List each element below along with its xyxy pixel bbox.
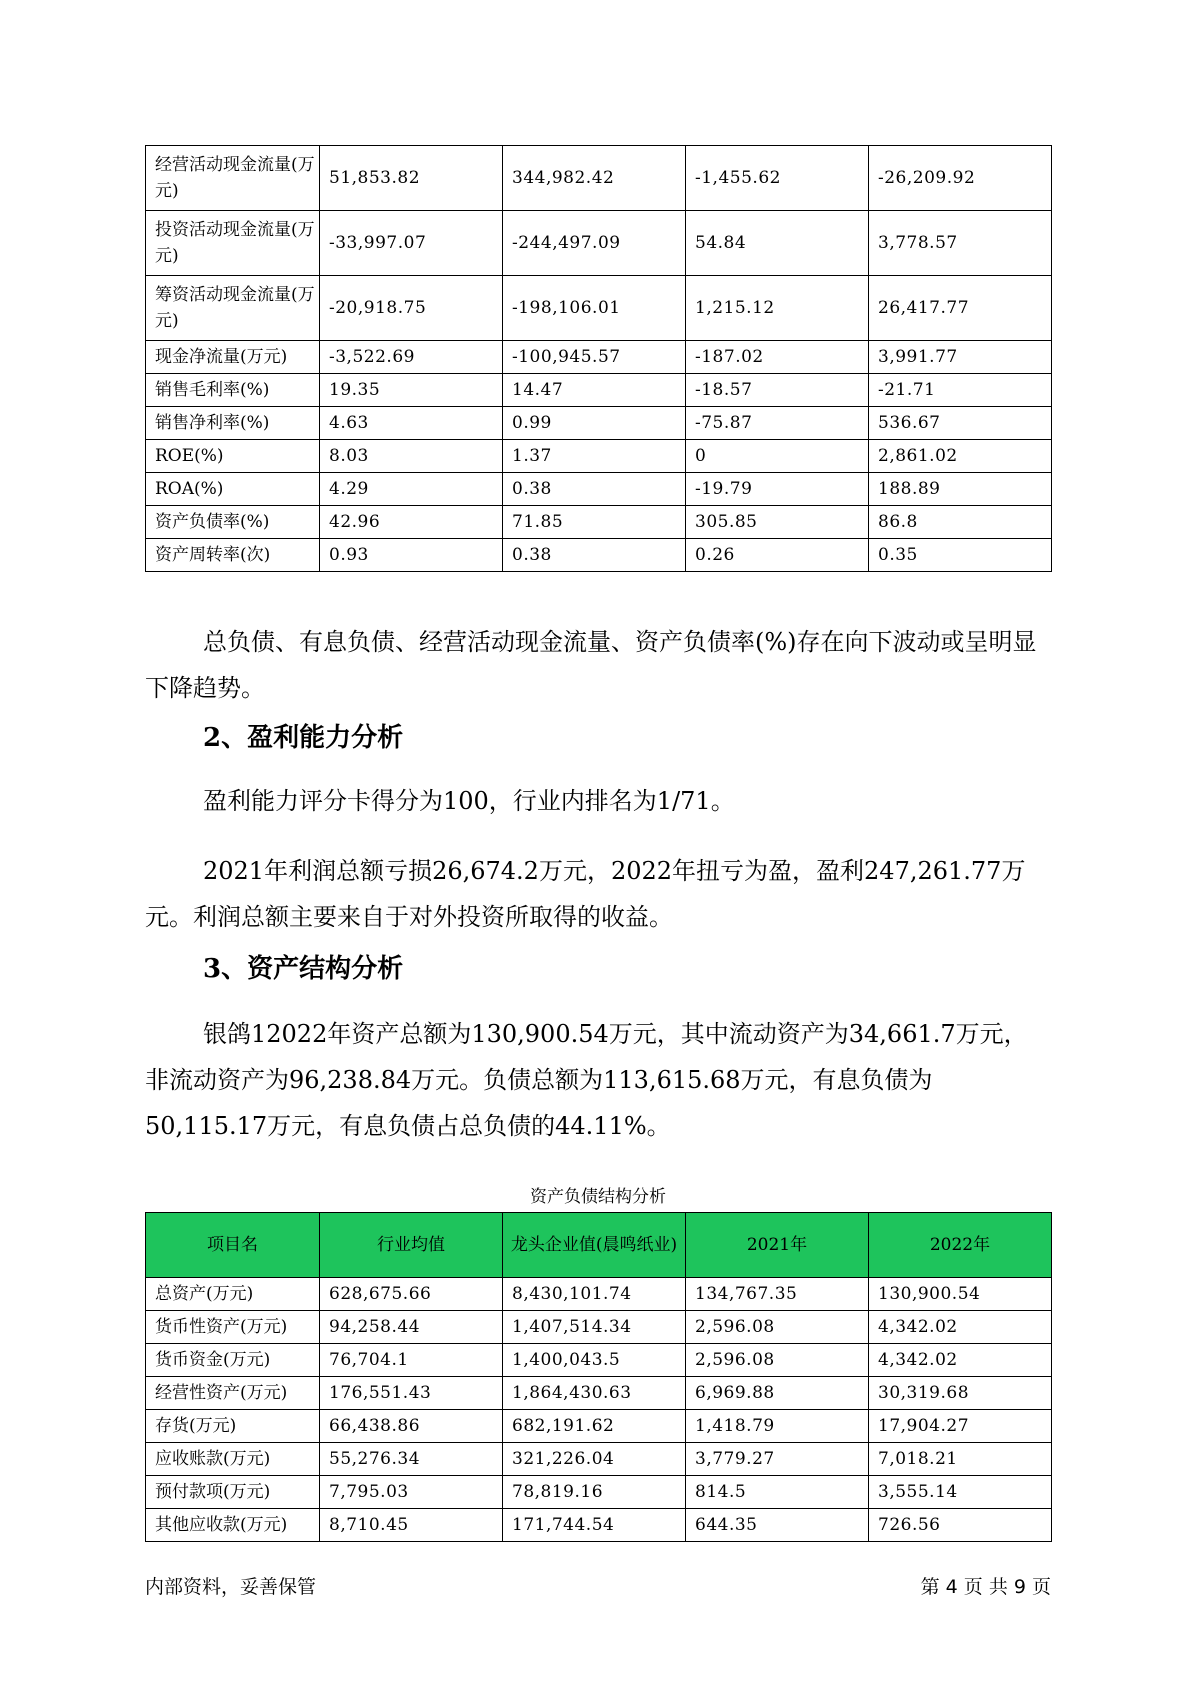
table-row xyxy=(146,341,1052,374)
row-label: 投资活动现金流量(万元) xyxy=(146,211,320,276)
cell-value: 8.03 xyxy=(320,440,503,473)
cell-value: 0.38 xyxy=(503,539,686,572)
cell-value: -20,918.75 xyxy=(320,276,503,341)
paragraph-profit-score: 盈利能力评分卡得分为100，行业内排名为1/71。 xyxy=(203,787,735,815)
cell-value: 1,400,043.5 xyxy=(503,1344,686,1377)
cell-value: -26,209.92 xyxy=(869,146,1052,211)
cell-value: 4.29 xyxy=(320,473,503,506)
table-row xyxy=(146,1344,1052,1377)
cell-value: 2,861.02 xyxy=(869,440,1052,473)
cell-value: -244,497.09 xyxy=(503,211,686,276)
asset-liability-table xyxy=(145,1212,1052,1542)
table-row xyxy=(146,276,1052,341)
cell-value: 19.35 xyxy=(320,374,503,407)
cell-value: 17,904.27 xyxy=(869,1410,1052,1443)
row-label: 应收账款(万元) xyxy=(146,1443,320,1476)
cell-value: 3,555.14 xyxy=(869,1476,1052,1509)
cell-value: 55,276.34 xyxy=(320,1443,503,1476)
row-label: 现金净流量(万元) xyxy=(146,341,320,374)
header-row xyxy=(146,1213,1052,1278)
footer-confidential: 内部资料，妥善保管 xyxy=(145,1576,317,1598)
column-header: 龙头企业值(晨鸣纸业) xyxy=(503,1213,686,1278)
cell-value: 94,258.44 xyxy=(320,1311,503,1344)
cell-value: 130,900.54 xyxy=(869,1278,1052,1311)
table-row xyxy=(146,440,1052,473)
cell-value: 4,342.02 xyxy=(869,1344,1052,1377)
cell-value: 51,853.82 xyxy=(320,146,503,211)
cell-value: 54.84 xyxy=(686,211,869,276)
cell-value: 1,418.79 xyxy=(686,1410,869,1443)
cell-value: 321,226.04 xyxy=(503,1443,686,1476)
cell-value: 644.35 xyxy=(686,1509,869,1542)
cell-value: -3,522.69 xyxy=(320,341,503,374)
cell-value: 536.67 xyxy=(869,407,1052,440)
cell-value: 176,551.43 xyxy=(320,1377,503,1410)
cell-value: -33,997.07 xyxy=(320,211,503,276)
table-row xyxy=(146,539,1052,572)
row-label: 资产负债率(%) xyxy=(146,506,320,539)
cell-value: 628,675.66 xyxy=(320,1278,503,1311)
cell-value: 1.37 xyxy=(503,440,686,473)
cell-value: 344,982.42 xyxy=(503,146,686,211)
cell-value: 2,596.08 xyxy=(686,1311,869,1344)
cell-value: 0.99 xyxy=(503,407,686,440)
cell-value: 26,417.77 xyxy=(869,276,1052,341)
row-label: 资产周转率(次) xyxy=(146,539,320,572)
cell-value: 4.63 xyxy=(320,407,503,440)
table-row xyxy=(146,506,1052,539)
table-row xyxy=(146,1443,1052,1476)
table2-body xyxy=(146,1278,1052,1542)
cell-value: 8,430,101.74 xyxy=(503,1278,686,1311)
cell-value: 14.47 xyxy=(503,374,686,407)
section-heading-profitability: 2、盈利能力分析 xyxy=(203,723,404,753)
table-row xyxy=(146,374,1052,407)
table-row xyxy=(146,146,1052,211)
cell-value: 3,991.77 xyxy=(869,341,1052,374)
row-label: 经营性资产(万元) xyxy=(146,1377,320,1410)
row-label: 经营活动现金流量(万元) xyxy=(146,146,320,211)
cell-value: 3,778.57 xyxy=(869,211,1052,276)
cell-value: 86.8 xyxy=(869,506,1052,539)
section-heading-asset-structure: 3、资产结构分析 xyxy=(203,954,404,984)
column-header: 项目名 xyxy=(146,1213,320,1278)
cell-value: 8,710.45 xyxy=(320,1509,503,1542)
cell-value: 1,864,430.63 xyxy=(503,1377,686,1410)
cell-value: -1,455.62 xyxy=(686,146,869,211)
table-row xyxy=(146,1509,1052,1542)
footer-page-number: 第 4 页 共 9 页 xyxy=(920,1576,1051,1598)
cell-value: 171,744.54 xyxy=(503,1509,686,1542)
cell-value: 0 xyxy=(686,440,869,473)
cell-value: 7,018.21 xyxy=(869,1443,1052,1476)
table-row xyxy=(146,211,1052,276)
cell-value: -187.02 xyxy=(686,341,869,374)
financial-indicators-table xyxy=(145,145,1052,572)
table2-header xyxy=(146,1213,1052,1278)
cell-value: 78,819.16 xyxy=(503,1476,686,1509)
cell-value: 682,191.62 xyxy=(503,1410,686,1443)
row-label: 其他应收款(万元) xyxy=(146,1509,320,1542)
cell-value: 66,438.86 xyxy=(320,1410,503,1443)
cell-value: 6,969.88 xyxy=(686,1377,869,1410)
row-label: ROA(%) xyxy=(146,473,320,506)
cell-value: 0.26 xyxy=(686,539,869,572)
table-row xyxy=(146,1311,1052,1344)
cell-value: 7,795.03 xyxy=(320,1476,503,1509)
cell-value: 1,407,514.34 xyxy=(503,1311,686,1344)
cell-value: -21.71 xyxy=(869,374,1052,407)
cell-value: 0.38 xyxy=(503,473,686,506)
row-label: 销售净利率(%) xyxy=(146,407,320,440)
column-header: 2021年 xyxy=(686,1213,869,1278)
cell-value: -18.57 xyxy=(686,374,869,407)
row-label: 总资产(万元) xyxy=(146,1278,320,1311)
table-row xyxy=(146,473,1052,506)
paragraph-profit-total: 2021年利润总额亏损26,674.2万元，2022年扭亏为盈，盈利247,261.77万元。利润总额主要来自于对外投资所取得的收益。 xyxy=(145,857,1026,931)
column-header: 2022年 xyxy=(869,1213,1052,1278)
table-row xyxy=(146,1410,1052,1443)
cell-value: 76,704.1 xyxy=(320,1344,503,1377)
table-row xyxy=(146,1278,1052,1311)
cell-value: -75.87 xyxy=(686,407,869,440)
row-label: 销售毛利率(%) xyxy=(146,374,320,407)
cell-value: 188.89 xyxy=(869,473,1052,506)
cell-value: -100,945.57 xyxy=(503,341,686,374)
table-row xyxy=(146,1377,1052,1410)
cell-value: 71.85 xyxy=(503,506,686,539)
table-caption: 资产负债结构分析 xyxy=(530,1187,666,1207)
cell-value: 814.5 xyxy=(686,1476,869,1509)
row-label: 货币性资产(万元) xyxy=(146,1311,320,1344)
cell-value: 4,342.02 xyxy=(869,1311,1052,1344)
cell-value: -19.79 xyxy=(686,473,869,506)
row-label: 筹资活动现金流量(万元) xyxy=(146,276,320,341)
cell-value: 1,215.12 xyxy=(686,276,869,341)
cell-value: 42.96 xyxy=(320,506,503,539)
cell-value: 0.35 xyxy=(869,539,1052,572)
cell-value: 726.56 xyxy=(869,1509,1052,1542)
row-label: 货币资金(万元) xyxy=(146,1344,320,1377)
cell-value: -198,106.01 xyxy=(503,276,686,341)
row-label: ROE(%) xyxy=(146,440,320,473)
paragraph-trend: 总负债、有息负债、经营活动现金流量、资产负债率(%)存在向下波动或呈明显下降趋势。 xyxy=(145,628,1037,702)
table1-body xyxy=(146,146,1052,572)
table-row xyxy=(146,1476,1052,1509)
cell-value: 30,319.68 xyxy=(869,1377,1052,1410)
column-header: 行业均值 xyxy=(320,1213,503,1278)
cell-value: 2,596.08 xyxy=(686,1344,869,1377)
table-row xyxy=(146,407,1052,440)
row-label: 预付款项(万元) xyxy=(146,1476,320,1509)
cell-value: 0.93 xyxy=(320,539,503,572)
cell-value: 305.85 xyxy=(686,506,869,539)
row-label: 存货(万元) xyxy=(146,1410,320,1443)
cell-value: 3,779.27 xyxy=(686,1443,869,1476)
cell-value: 134,767.35 xyxy=(686,1278,869,1311)
paragraph-asset-structure: 银鸽12022年资产总额为130,900.54万元，其中流动资产为34,661.7万元，非流动资产为96,238.84万元。负债总额为113,615.68万元，有息负债为50,115.17万元，有息负债占总负债的44.11%。 xyxy=(145,1020,1028,1140)
